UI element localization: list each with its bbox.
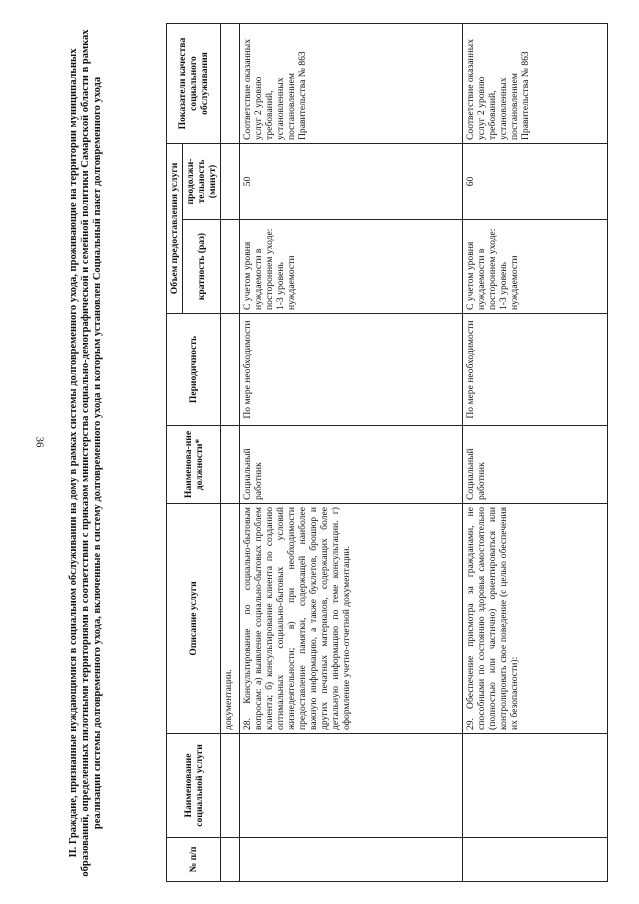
- frequency-cell: С учетом уровня нуждаемости в постороннем уходе: 1-3 уровень нуждаемости: [240, 220, 463, 314]
- frequency-cell: С учетом уровня нуждаемости в постороннем уходе: 1-3 уровень нуждаемости: [463, 220, 608, 314]
- header-description: Описание услуги: [167, 504, 221, 734]
- header-duration: продолжи-тельность (минут): [183, 144, 221, 220]
- section-heading: [68, 24, 164, 882]
- service-name-cell: [240, 734, 463, 838]
- duration-cell: 60: [463, 144, 608, 220]
- position-cell: Социальный работник: [463, 426, 608, 504]
- periodicity-cell: По мере необходимости: [463, 314, 608, 426]
- header-quality: Показатели качества социального обслуживания: [167, 24, 221, 144]
- table-row: [240, 24, 463, 882]
- description-cell: 29. Обеспечение присмотра за гражданами, не способными по состоянию здоровья самостоятельно (полностью или частично) ориентироваться или контролировать свое поведение (с целью обеспечения их безопасности):: [463, 504, 608, 734]
- header-periodicity: Периодичность: [167, 314, 221, 426]
- description-cell: 28. Консультирование по социально-бытовым вопросам: а) выявление социально-бытовых проблем клиента; б) консультирование клиента по созданию оптимальных социально-бытовых условий жизнедеятельности; в) при необходимости предоставление памятки, содержащей наиболее важную информацию, а также буклетов, брошюр и других печатных материалов, содержащих более детальную информацию по теме консультации. г) оформление учетно-отчетной документации.: [240, 504, 463, 734]
- rotated-page: [68, 24, 614, 882]
- header-volume: Объем предоставления услуги: [167, 144, 183, 314]
- header-num: № п/п: [167, 838, 221, 882]
- quality-cell: Соответствие оказанных услуг 2 уровню требований, установленных постановлением Правительства № 863: [463, 24, 608, 144]
- header-frequency: кратность (раз): [183, 220, 221, 314]
- header-service-name: Наименование социальной услуги: [167, 734, 221, 838]
- position-cell: Социальный работник: [240, 426, 463, 504]
- quality-cell: Соответствие оказанных услуг 2 уровню требований, установленных постановлением Правительства № 863: [240, 24, 463, 144]
- duration-cell: 50: [240, 144, 463, 220]
- num-cell: [240, 838, 463, 882]
- section-title: II. Граждане, признанные нуждающимися в социальном обслуживании на дому в рамках системы долговременного ухода, проживающие на территории муниципальных образований, определенных пилотными территориями в соответствии с приказом министерства социально-демографической и семейной политики Самарской области в рамках реализации системы долговременного ухода, включенные в систему долговременного ухода и которым установлен Социальный пакет долговременного ухода: [68, 29, 103, 877]
- table-row: [221, 24, 240, 882]
- description-cell: документации.: [221, 504, 240, 734]
- table-row: [463, 24, 608, 882]
- periodicity-cell: По мере необходимости: [240, 314, 463, 426]
- header-position: Наименова-ние должности*: [167, 426, 221, 504]
- service-name-cell: [463, 734, 608, 838]
- services-table: [166, 23, 608, 882]
- num-cell: [463, 838, 608, 882]
- page-number: 36: [33, 436, 46, 448]
